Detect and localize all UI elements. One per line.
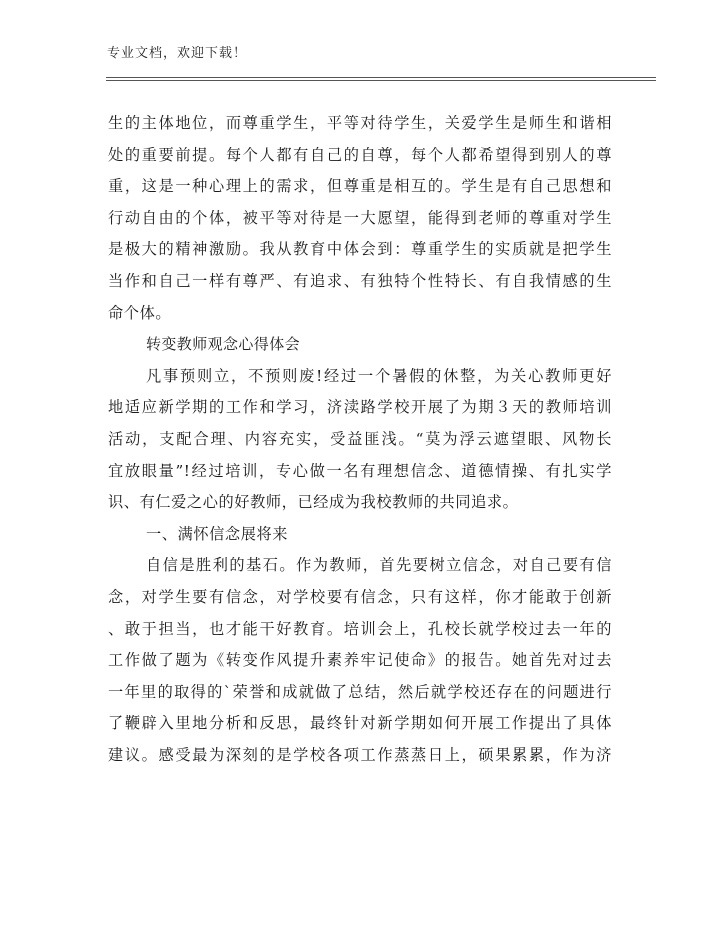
text-line: 生的主体地位，而尊重学生，平等对待学生，关爱学生是师生和谐相 [108, 114, 612, 132]
text-line: 了鞭辟入里地分析和反思，最终针对新学期如何开展工作提出了具体 [108, 714, 612, 733]
text-line: 处的重要前提。每个人都有自己的自尊，每个人都希望得到别人的尊 [108, 145, 612, 164]
text-line: 建议。感受最为深刻的是学校各项工作蒸蒸日上，硕果累累，作为济 [108, 745, 612, 764]
text-line: 、敢于担当，也才能干好教育。培训会上，孔校长就学校过去一年的 [108, 619, 612, 638]
document-body [108, 108, 612, 771]
text-line: 识、有仁爱之心的好教师，已经成为我校教师的共同追求。 [108, 493, 519, 512]
subsection-heading: 一、满怀信念展将来 [146, 524, 289, 543]
section-heading: 转变教师观念心得体会 [146, 335, 301, 354]
text-line: 活动，支配合理、内容充实，受益匪浅。“莫为浮云遮望眼、风物长 [108, 429, 612, 448]
text-line: 当作和自己一样有尊严、有追求、有独特个性特长、有自我情感的生 [108, 271, 612, 290]
text-line: 行动自由的个体，被平等对待是一大愿望，能得到老师的尊重对学生 [108, 208, 612, 227]
text-line: 自信是胜利的基石。作为教师，首先要树立信念，对自己要有信 [146, 556, 612, 575]
page-header: 专业文档，欢迎下载！ [107, 46, 248, 61]
header-divider [106, 77, 656, 81]
text-line: 凡事预则立，不预则废!经过一个暑假的休整，为关心教师更好 [146, 366, 612, 385]
text-line: 宜放眼量”!经过培训，专心做一名有理想信念、道德情操、有扎实学 [108, 461, 612, 480]
text-line: 命个体。 [108, 303, 172, 322]
text-line: 工作做了题为《转变作风提升素养牢记使命》的报告。她首先对过去 [108, 651, 612, 670]
text-line: 念，对学生要有信念，对学校要有信念，只有这样，你才能敢于创新 [108, 587, 612, 606]
text-line: 重，这是一种心理上的需求，但尊重是相互的。学生是有自己思想和 [108, 177, 612, 196]
text-line: 是极大的精神激励。我从教育中体会到：尊重学生的实质就是把学生 [108, 240, 612, 259]
text-line: 地适应新学期的工作和学习，济渎路学校开展了为期３天的教师培训 [108, 398, 612, 417]
text-line: 一年里的取得的`荣誉和成就做了总结，然后就学校还存在的问题进行 [108, 682, 612, 701]
